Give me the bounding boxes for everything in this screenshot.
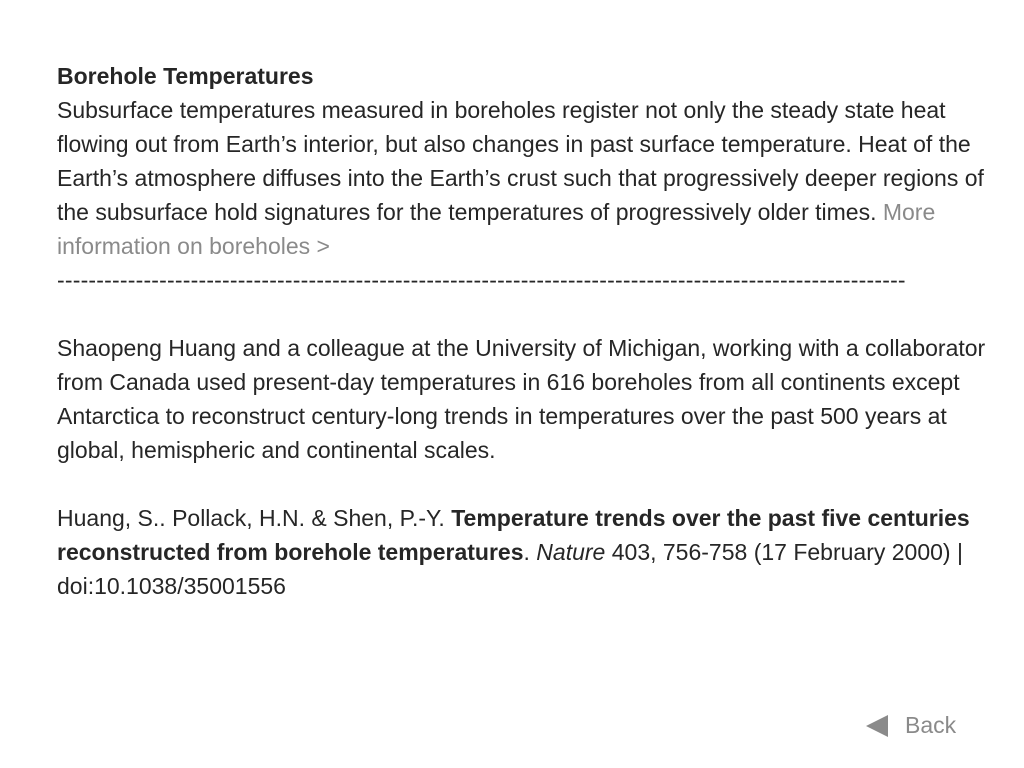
citation-title: Temperature trends over the past five centuries reconstructed from borehole temperatures xyxy=(57,505,970,565)
back-button[interactable] xyxy=(866,712,956,739)
citation-separator: . xyxy=(523,539,530,565)
more-info-link[interactable]: More information on boreholes > xyxy=(57,199,936,259)
spacer xyxy=(57,297,987,331)
citation-authors: Huang, S.. Pollack, H.N. & Shen, P.-Y. xyxy=(57,505,445,531)
study-paragraph: Shaopeng Huang and a colleague at the University of Michigan, working with a collaborator from Canada used present-day temperatures in 616 boreholes from all continents except Antarctica to reconstruct century-long trends in temperatures over the past 500 years at global, hemispheric and continental scales. xyxy=(57,335,986,463)
content-area xyxy=(57,59,987,603)
divider-line: ------------------------------------------------------------------------------------------------------------ xyxy=(57,267,906,293)
section-title: Borehole Temperatures xyxy=(57,63,314,89)
citation xyxy=(57,501,987,603)
citation-journal: Nature xyxy=(536,539,606,565)
citation-details: 403, 756-758 (17 February 2000) | doi:10.1038/35001556 xyxy=(57,539,963,599)
intro-text: Subsurface temperatures measured in boreholes register not only the steady state heat flowing out from Earth’s interior, but also changes in past surface temperature. Heat of the Earth’s atmosphere diffuses into the Earth’s crust such that progressively deeper regions of the subsurface hold signatures for the temperatures of progressively older times. xyxy=(57,97,984,225)
back-label: Back xyxy=(905,712,957,738)
spacer xyxy=(57,467,987,501)
intro-paragraph xyxy=(57,93,987,263)
back-arrow-icon xyxy=(866,715,888,737)
